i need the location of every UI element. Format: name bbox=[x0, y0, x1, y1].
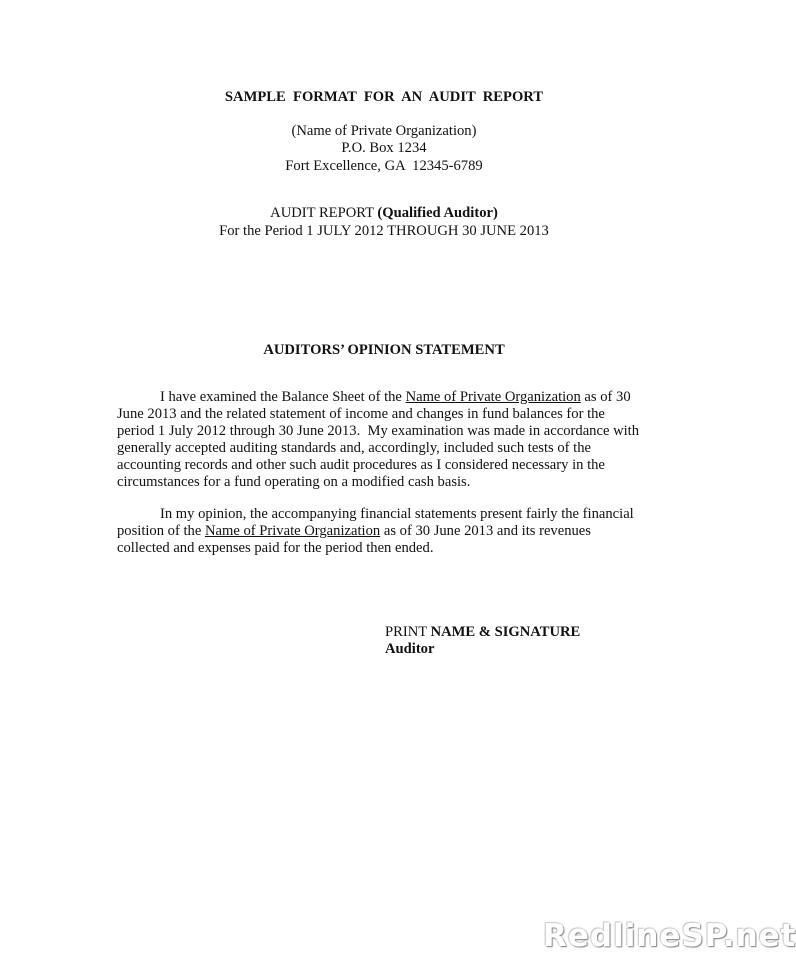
signature-print-label: PRINT bbox=[385, 624, 431, 640]
org-name-ref: Name of Private Organization bbox=[405, 389, 581, 405]
para1-line: accounting records and other such audit procedures as I considered necessary in the bbox=[117, 457, 605, 473]
watermark: RedlineSP.net bbox=[543, 918, 796, 954]
para1-text: as of 30 bbox=[580, 389, 631, 405]
section-heading: AUDITORS’ OPINION STATEMENT bbox=[263, 342, 505, 358]
para1-text: I have examined the Balance Sheet of the bbox=[160, 389, 406, 405]
report-label: AUDIT REPORT bbox=[270, 205, 378, 221]
para2-text: as of 30 June 2013 and its revenues bbox=[380, 523, 591, 539]
org-name: (Name of Private Organization) bbox=[291, 123, 477, 139]
report-heading bbox=[0, 205, 768, 222]
org-po-box: P.O. Box 1234 bbox=[341, 140, 427, 156]
report-period: For the Period 1 JULY 2012 THROUGH 30 JUNE 2013 bbox=[219, 223, 549, 239]
para1-line: generally accepted auditing standards and, accordingly, included such tests of the bbox=[117, 440, 591, 456]
org-name-ref: Name of Private Organization bbox=[204, 523, 381, 539]
para1-line bbox=[160, 389, 631, 406]
signature-role: Auditor bbox=[385, 641, 435, 657]
org-city: Fort Excellence, GA 12345-6789 bbox=[285, 158, 483, 174]
signature-line bbox=[385, 624, 580, 641]
para2-text: position of the bbox=[117, 523, 205, 539]
para2-line bbox=[117, 523, 591, 540]
para2-line: collected and expenses paid for the period then ended. bbox=[117, 540, 434, 556]
para1-line: circumstances for a fund operating on a modified cash basis. bbox=[117, 474, 471, 490]
document-title: SAMPLE FORMAT FOR AN AUDIT REPORT bbox=[224, 89, 544, 105]
para1-line: period 1 July 2012 through 30 June 2013. My examination was made in accordance with bbox=[117, 423, 640, 439]
para1-line: June 2013 and the related statement of income and changes in fund balances for the bbox=[117, 406, 605, 422]
signature-name-label: NAME & SIGNATURE bbox=[430, 624, 581, 640]
report-qualifier: (Qualified Auditor) bbox=[377, 205, 498, 221]
para2-line: In my opinion, the accompanying financial statements present fairly the financial bbox=[160, 506, 634, 522]
